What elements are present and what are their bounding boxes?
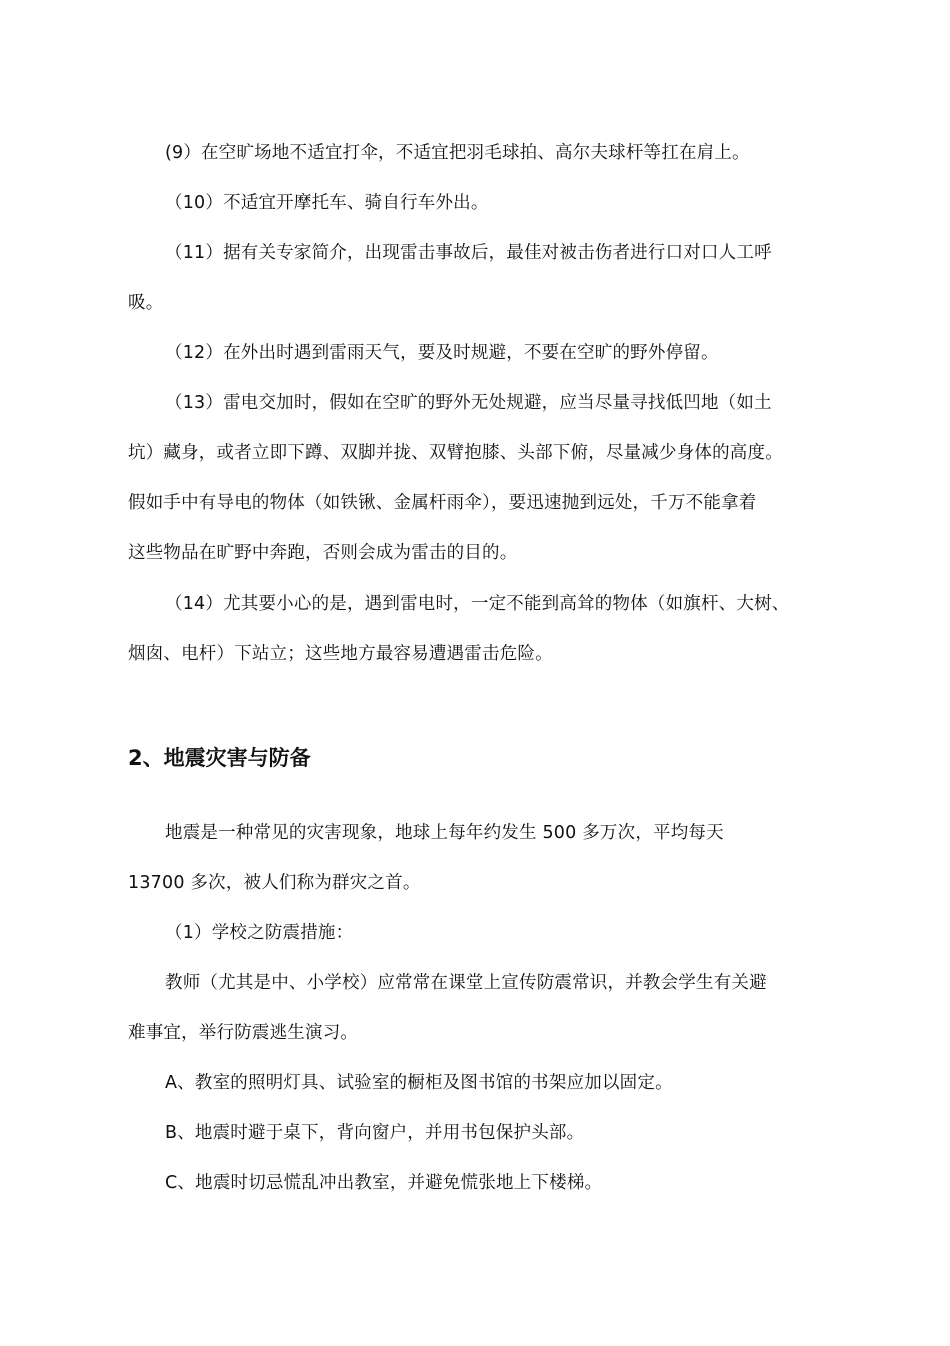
lightning-item-11-line-1: （11）据有关专家简介，出现雷击事故后，最佳对被击伤者进行口对口人工呼 xyxy=(165,243,772,263)
school-measures-title: （1）学校之防震措施： xyxy=(165,923,354,943)
lightning-item-10: （10）不适宜开摩托车、骑自行车外出。 xyxy=(165,193,489,213)
earthquake-intro-line-2: 13700 多次，被人们称为群灾之首。 xyxy=(128,873,421,893)
earthquake-intro-line-1: 地震是一种常见的灾害现象，地球上每年约发生 500 多万次，平均每天 xyxy=(165,823,724,843)
lightning-item-14-line-2: 烟囱、电杆）下站立；这些地方最容易遭遇雷击危险。 xyxy=(128,644,553,664)
lightning-item-11-line-2: 吸。 xyxy=(128,293,164,313)
measure-c: C、地震时切忌慌乱冲出教室，并避免慌张地上下楼梯。 xyxy=(165,1173,603,1193)
lightning-item-13-line-2: 坑）藏身，或者立即下蹲、双脚并拢、双臂抱膝、头部下俯，尽量减少身体的高度。 xyxy=(128,443,783,463)
lightning-item-13-line-3: 假如手中有导电的物体（如铁锹、金属杆雨伞），要迅速抛到远处，千万不能拿着 xyxy=(128,493,757,513)
lightning-item-9: (9）在空旷场地不适宜打伞，不适宜把羽毛球拍、高尔夫球杆等扛在肩上。 xyxy=(165,143,750,163)
teacher-paragraph-line-1: 教师（尤其是中、小学校）应常常在课堂上宣传防震常识，并教会学生有关避 xyxy=(165,973,767,993)
section-heading-earthquake: 2、地震灾害与防备 xyxy=(128,746,311,770)
measure-a: A、教室的照明灯具、试验室的橱柜及图书馆的书架应加以固定。 xyxy=(165,1073,673,1093)
teacher-paragraph-line-2: 难事宜，举行防震逃生演习。 xyxy=(128,1023,359,1043)
lightning-item-12: （12）在外出时遇到雷雨天气，要及时规避，不要在空旷的野外停留。 xyxy=(165,343,719,363)
lightning-item-13-line-1: （13）雷电交加时，假如在空旷的野外无处规避，应当尽量寻找低凹地（如土 xyxy=(165,393,772,413)
lightning-item-14-line-1: （14）尤其要小心的是，遇到雷电时，一定不能到高耸的物体（如旗杆、大树、 xyxy=(165,594,790,614)
lightning-item-13-line-4: 这些物品在旷野中奔跑，否则会成为雷击的目的。 xyxy=(128,543,518,563)
measure-b: B、地震时避于桌下，背向窗户，并用书包保护头部。 xyxy=(165,1123,585,1143)
